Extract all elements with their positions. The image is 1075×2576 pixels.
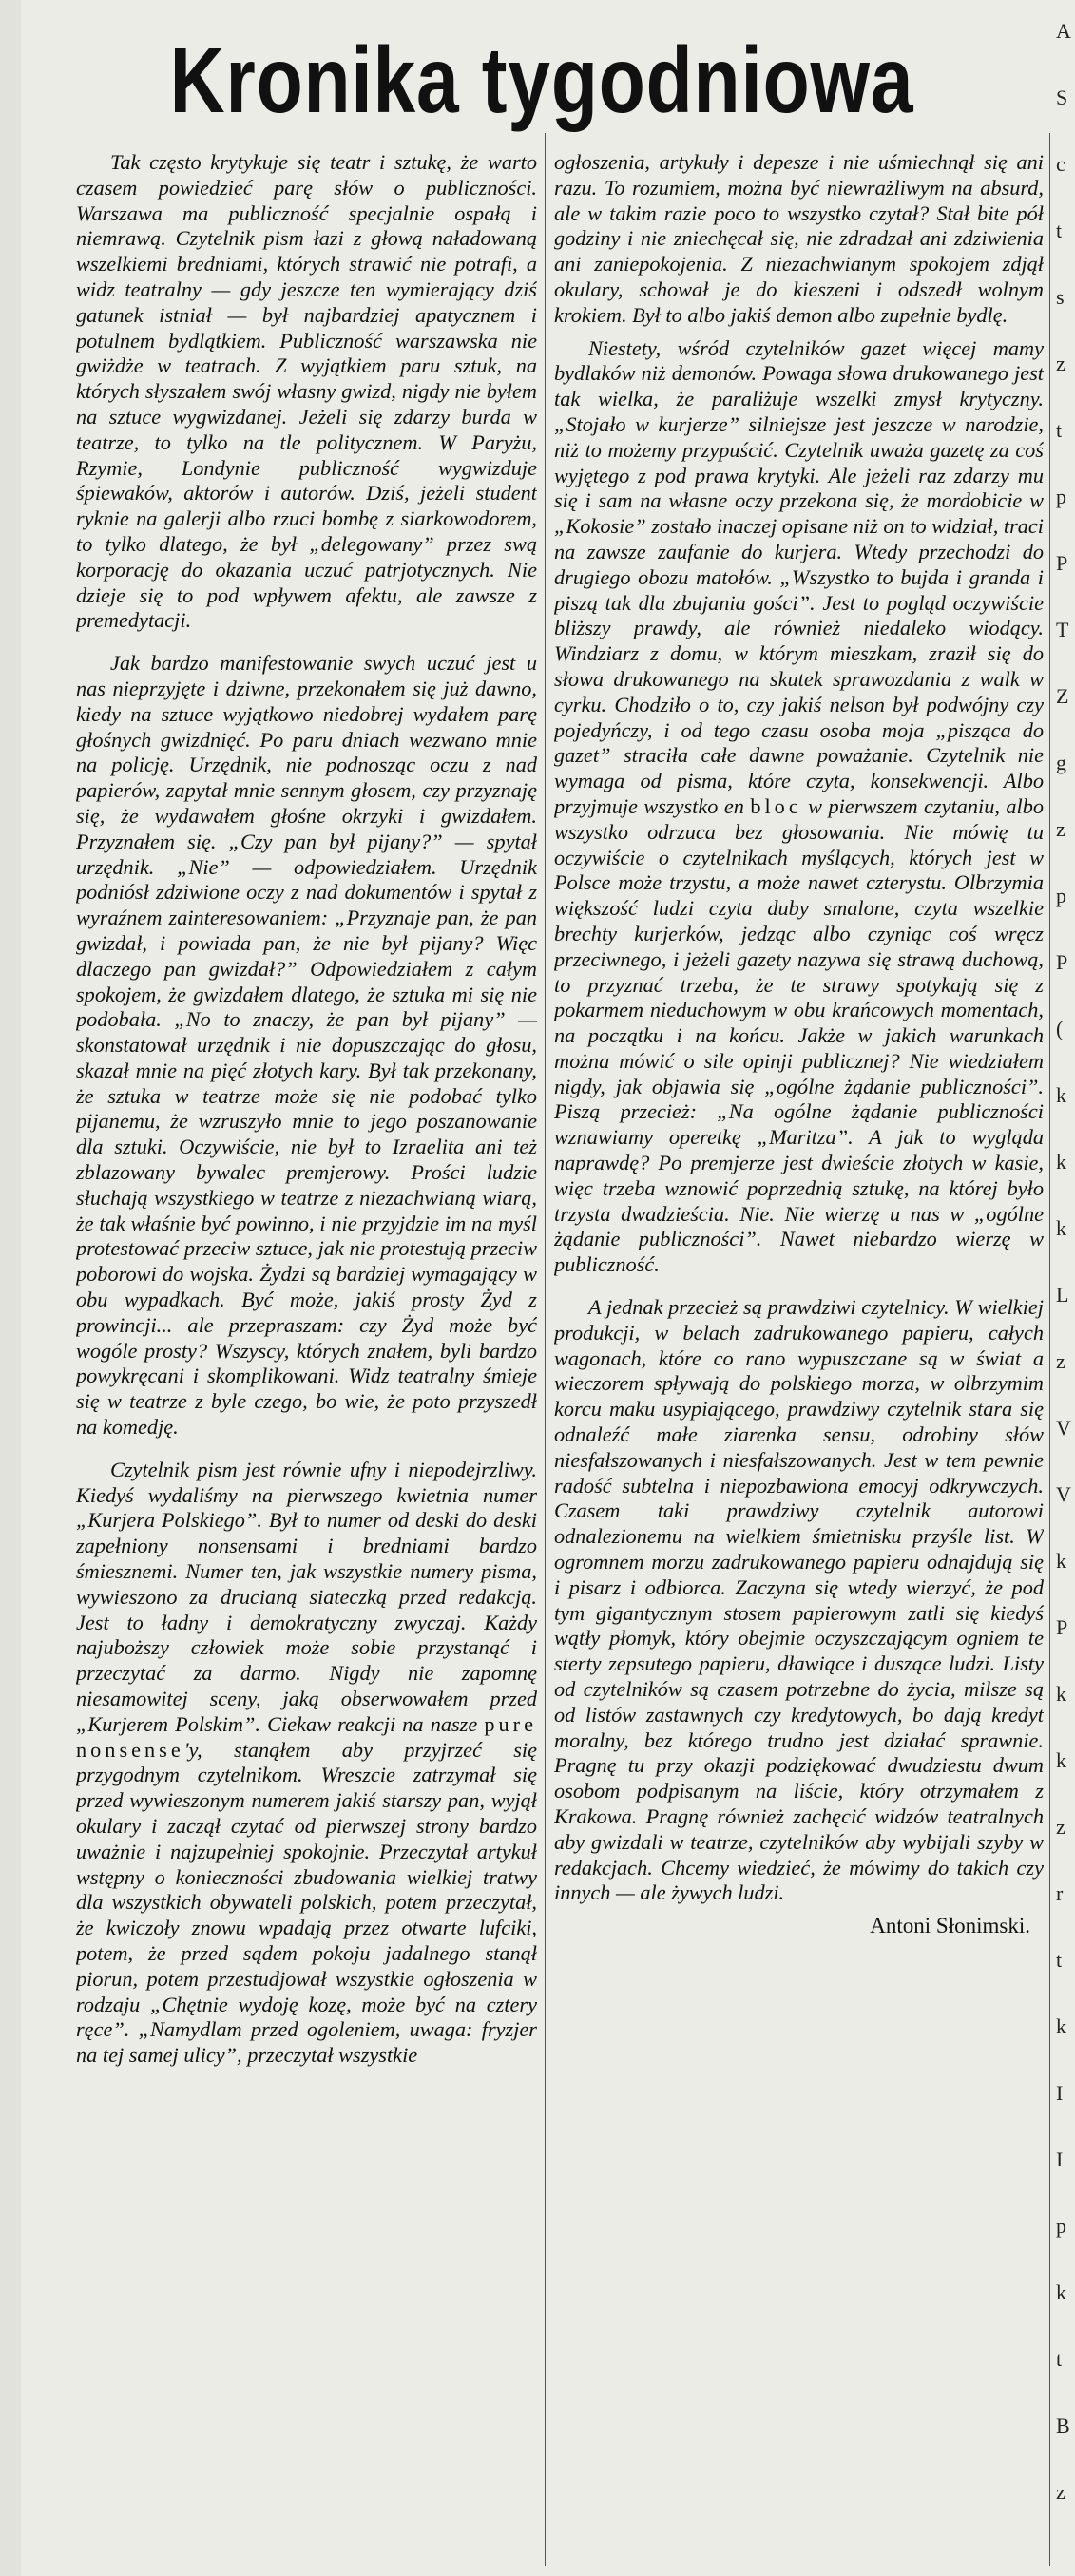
edge-letter: k xyxy=(1056,1682,1066,1706)
right-column xyxy=(554,150,1044,2545)
edge-letter: k xyxy=(1056,1549,1066,1573)
edge-letter: g xyxy=(1056,751,1066,774)
paragraph-6: A jednak przecież są prawdziwi czytelnicy. W wielkiej produkcji, w belach zadrukowanego papieru, całych wagonach, które co rano wypuszczane są w świat a wieczorem spływają do polskiego morza, w olbrzymim korcu maku usypiającego, prawdziwy czytelnik stara się odnaleźć małe ziarenka sensu, odrobiny słów niesfałszowanych i niesfałszowanych. Jest w tem pewnie radość subtelna i niepozbawiona emocyj odkrywczych. Czasem taki prawdziwy czytelnik autorowi odnalezionemu na wielkiem śmietnisku przyśle list. W ogromnem morzu zadrukowanego papieru odnajdują się i pisarz i odbiorca. Zaczyna się wtedy wierzyć, że pod tym gigantycznym stosem papierowym zatli się kiedyś wątły płomyk, który obejmie oczyszczającym ogniem te sterty zepsutego papieru, dławiące i duszące ludzi. Listy od czytelników są czasem potrzebne do życia, milsze są od listów zastawnych czy kredytowych, bo dają kredyt moralny, bez którego trudno jest działać sprawnie. Pragnę tu przy okazji podziękować dwudziestu dwum osobom podpisanym na liście, który otrzymałem z Krakowa. Pragnę również zachęcić widzów teatralnych aby gwizdali w teatrze, czytelników aby wybijali szyby w redakcjach. Chcemy wiedzieć, że mówimy do takich czy innych — ale żywych ludzi. xyxy=(554,1295,1044,1905)
edge-letter: P xyxy=(1056,950,1068,974)
edge-letter: z xyxy=(1056,1349,1065,1373)
edge-letter: t xyxy=(1056,1948,1063,1972)
edge-letter: p xyxy=(1056,884,1066,907)
page-edge-divider xyxy=(1049,133,1050,2566)
paragraph-3-text: Czytelnik pism jest równie ufny i niepodejrzliwy. Kiedyś wydaliśmy na pierwszego kwietnia numer „Kurjera Polskiego”. Był to numer od deski do deski zapełniony nonsensami i bredniami bardzo śmiesznemi. Numer ten, jak wszystkie numery pisma, wywieszono za drucianą siateczką przed redakcją. Jest to ładny i demokratyczny zwyczaj. Każdy najuboższy człowiek może sobie przystanąć i przeczytać za darmo. Nigdy nie zapomnę niesamowitej sceny, jaką obserwowałem przed „Kurjerem Polskim”. Ciekaw reakcji na nasze xyxy=(76,1457,537,1736)
edge-letter: P xyxy=(1056,551,1068,575)
paragraph-3-continued: 'y, stanąłem aby przyjrzeć się przygodnym czytelnikom. Wreszcie zatrzymał się przed wywieszonym numerem jakiś starszy pan, wyjął okulary i zaczął czytać od pierwszej strony bardzo uważnie i najzupełniej spokojnie. Przeczytał artykuł wstępny o konieczności zbudowania wielkiej tratwy dla wszystkich obywateli polskich, potem przeczytał, że kwiczoły znowu wpadają przez otwarte lufciki, potem, że przed sądem pokoju jadalnego stanął piorun, potem przestudjował wszystkie ogłoszenia w rodzaju „Chętnie wydoję kozę, może być na cztery ręce”. „Namydlam przed ogoleniem, uwaga: fryzjer na tej samej ulicy”, przeczytał wszystkie xyxy=(76,1737,537,2068)
edge-letter: c xyxy=(1056,152,1065,176)
spaced-phrase-en-bloc: bloc xyxy=(750,793,802,818)
edge-letter: p xyxy=(1056,485,1066,508)
edge-letter: z xyxy=(1056,352,1065,375)
spaced-phrase-pure-nonsense: pure nonsense xyxy=(76,1711,537,1762)
edge-letter: t xyxy=(1056,2347,1063,2371)
paragraph-3 xyxy=(76,1458,537,2069)
edge-letter: P xyxy=(1056,1615,1068,1639)
edge-letter: k xyxy=(1056,2014,1066,2038)
edge-letter: k xyxy=(1056,1083,1066,1107)
edge-letter: T xyxy=(1056,618,1069,641)
edge-letter: k xyxy=(1056,1150,1066,1174)
edge-letter: k xyxy=(1056,2280,1066,2304)
edge-letter: p xyxy=(1056,2214,1066,2238)
edge-letter: r xyxy=(1056,1881,1064,1905)
paragraph-5-continued: w pierwszem czytaniu, albo wszystko odrzuca bez głosowania. Nie mówię tu oczywiście o czytelnikach myślących, których jest w Polsce może trzystu, a może nawet czterystu. Olbrzymia większość ludzi czyta duby smalone, czyta wszelkie brechty kurjerków, jedząc albo czyniąc coś wręcz przeciwnego, i jeżeli gazety nazywa się strawą duchową, to przyznać trzeba, że te strawy spotykają się z pokarmem nieduchowym w obu krańcowych momentach, na początku i na końcu. Jakże w jakich warunkach można mówić o sile opinji publicznej? Nie wiedziałem nigdy, jak objawia się „ogólne żądanie publiczności”. Piszą przecież: „Na ogólne żądanie publiczności wznawiamy operetkę „Maritza”. A jak to wygląda naprawdę? Po premjerze jest dwieście złotych w kasie, więc trzeba wznowić poprzednią sztukę, na której było trzysta dwadzieścia. Nie. Nie wierzę u nas w „ogólne żądanie publiczności”. Nawet niebardzo wierzę w publiczność. xyxy=(554,793,1044,1277)
edge-letter: B xyxy=(1056,2414,1070,2437)
edge-letter: V xyxy=(1056,1482,1071,1506)
edge-letter: k xyxy=(1056,1748,1066,1772)
left-column xyxy=(76,150,537,2545)
author-signature: Antoni Słonimski. xyxy=(870,1914,1030,1938)
edge-letter: ( xyxy=(1056,1017,1064,1040)
edge-letter: s xyxy=(1056,285,1065,309)
column-divider xyxy=(545,133,546,2566)
paragraph-1: Tak często krytykuje się teatr i sztukę, że warto czasem powiedzieć parę słów o publiczności. Warszawa ma publiczność specjalnie ospałą i niemrawą. Czytelnik pism łazi z głową naładowaną wszelkiemi bredniami, których strawić nie potrafi, a widz teatralny — gdy jeszcze ten wymierający dziś gatunek istniał — był najbardziej apatycznem i potulnem bydlątkiem. Publiczność warszawska nie gwiżdże w teatrach. Z wyjątkiem paru sztuk, na których słyszałem swój własny gwizd, nigdy nie byłem na sztuce wygwizdanej. Jeżeli się zdarzy burda w teatrze, to tylko na tle politycznem. W Paryżu, Rzymie, Londynie publiczność wygwizduje śpiewaków, aktorów i autorów. Dziś, jeżeli student ryknie na galerji albo rzuci bombę z siarkowodorem, to tylko dlatego, że był „delegowany” przez swą korporację do okazania uczuć patrjotycznych. Nie dzieje się to pod wpływem afektu, ale zawsze z premedytacji. xyxy=(76,150,537,633)
edge-letter: S xyxy=(1056,86,1068,109)
left-page-gutter xyxy=(0,0,21,2576)
edge-letter: I xyxy=(1056,2147,1064,2171)
paragraph-5-text: Niestety, wśród czytelników gazet więcej mamy bydlaków niż demonów. Powaga słowa drukowanego jest tak wielka, że paraliżuje wszelki zmysł krytyczny. „Stojało w kurjerze” silniejsze jest jeszcze w narodzie, niż to możemy przypuścić. Czytelnik uważa gazetę za coś wyjętego z pod prawa krytyki. Ale jeżeli raz zdarzy mu się i sam na własne oczy przekona się, że mordobicie w „Kokosie” zostało inaczej opisane niż on to widział, traci na zawsze zaufanie do kurjera. Wtedy przechodzi do drugiego obozu matołów. „Wszystko to bujda i granda i piszą tak dla zbujania gości”. Jest to pogląd oczywiście bliższy prawdy, ale również niedaleko wiodący. Windziarz z domu, w którym mieszkam, zraził się do słowa drukowanego na skutek sprawozdania z walk w cyrku. Chodziło o to, czy jakiś nelson był podwójny czy pojedyńczy, i od tego czasu osoba moja „pisząca do gazet” straciła całe dawne poważanie. Czytelnik nie wymaga od pisma, które czyta, konsekwencji. Albo przyjmuje wszystko en xyxy=(554,335,1044,818)
edge-letter: z xyxy=(1056,817,1065,841)
edge-letter: z xyxy=(1056,2480,1065,2504)
edge-letter: A xyxy=(1056,19,1071,43)
edge-letter: t xyxy=(1056,418,1063,442)
paragraph-5 xyxy=(554,336,1044,1278)
edge-letter: V xyxy=(1056,1416,1071,1440)
paragraph-4: ogłoszenia, artykuły i depesze i nie uśmiechnął się ani razu. To rozumiem, można być niewrażliwym na absurd, ale w takim razie poco to wszystko czytał? Stał bite pół godziny i nie zniechęcał się, nie zdradzał ani zdziwienia ani zaniepokojenia. Z niezachwianym spokojem zdjął okulary, schował je do kieszeni i odszedł wolnym krokiem. Był to albo jakiś demon albo zupełnie bydlę. xyxy=(554,150,1044,327)
edge-letter: L xyxy=(1056,1283,1069,1307)
edge-letter: I xyxy=(1056,2081,1064,2105)
paragraph-2: Jak bardzo manifestowanie swych uczuć jest u nas nieprzyjęte i dziwne, przekonałem się już dawno, kiedy na sztuce wyjątkowo niedobrej wydałem parę głośnych gwizdnięć. Po paru dniach wezwano mnie na policję. Urzędnik, nie podnosząc oczu z nad papierów, zapytał mnie sennym głosem, czy przyznaję się, że wydawałem głośne okrzyki i gwizdałem. Przyznałem się. „Czy pan był pijany?” — spytał urzędnik. „Nie” — odpowiedziałem. Urzędnik podniósł zdziwione oczy z nad dokumentów i spytał z wyraźnem zainteresowaniem: „Przyznaje pan, że pan gwizdał, i powiada pan, że nie był pijany? Więc dlaczego pan gwizdał?” Odpowiedziałem z całym spokojem, że gwizdałem dlatego, że sztuka mi się nie podobała. „No to znaczy, że pan był pijany” — skonstatował urzędnik i nie dopuszczając do głosu, skazał mnie na pięć złotych kary. Był tak przekonany, że sztuka w teatrze może się nie podobać tylko pijanemu, że wzruszyło mnie to jego poszanowanie dla sztuki. Oczywiście, nie był to Izraelita ani też zblazowany bywalec premjerowy. Prości ludzie słuchają wszystkiego w teatrze z niezachwianą wiarą, że tak właśnie być powinno, i nie przyjdzie im na myśl protestować przeciw sztuce, jak nie protestują przeciw poborowi do wojska. Żydzi są bardziej wymagający w obu wypadkach. Być może, jakiś prosty Żyd z prowincji... ale przepraszam: czy Żyd może być wogóle prosty? Wszyscy, których znałem, byli bardzo powykręcani i skomplikowani. Widz teatralny śmieje się w teatrze z byle czego, bo wie, że poto przyszedł na komedję. xyxy=(76,651,537,1440)
edge-letter: k xyxy=(1056,1216,1066,1240)
edge-letter: Z xyxy=(1056,684,1069,708)
edge-letter: z xyxy=(1056,1815,1065,1839)
edge-letter: t xyxy=(1056,219,1063,242)
article-title: Kronika tygodniowa xyxy=(169,28,914,132)
adjacent-column-fragment xyxy=(1052,0,1075,2576)
